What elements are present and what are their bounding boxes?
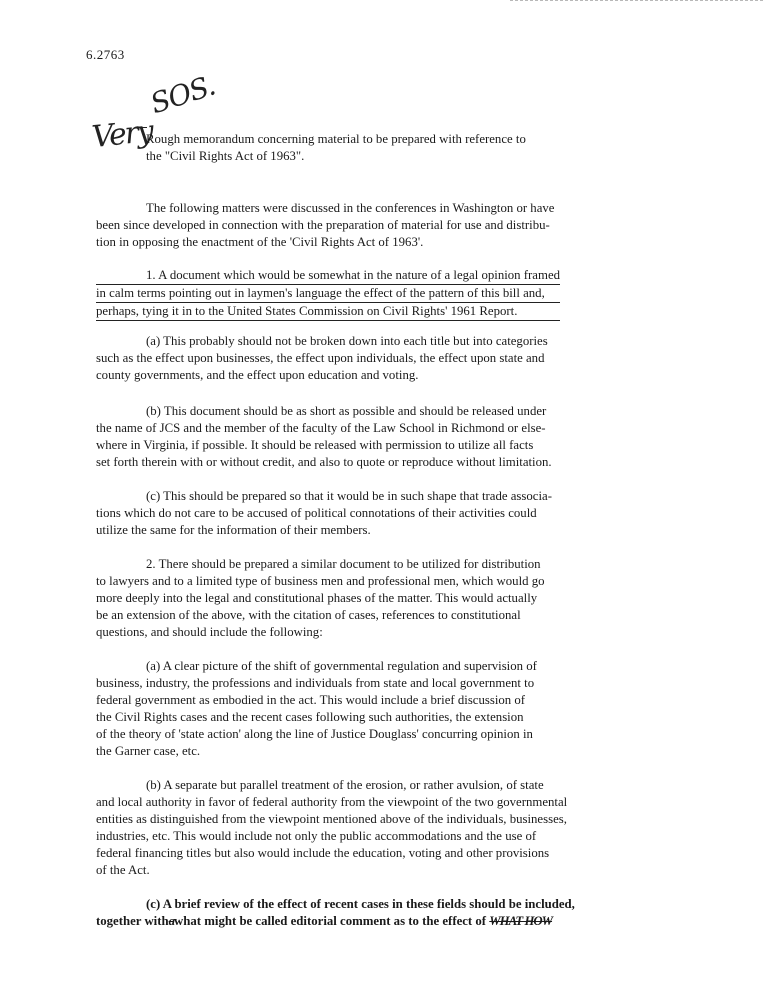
paragraph-line: the Garner case, etc. [96, 744, 201, 758]
paragraph-text: what might be called editorial comment as to the effect of [174, 914, 490, 928]
paragraph-line: the Civil Rights cases and the recent cases following such authorities, the extension [96, 710, 524, 724]
paragraph-line: (c) This should be prepared so that it would be in such shape that trade associa- [146, 489, 552, 503]
item-1c-paragraph [96, 488, 552, 539]
item-1-paragraph [96, 267, 560, 321]
struck-text: a [168, 914, 175, 928]
item-2b-paragraph [96, 777, 567, 879]
paragraph-line: tion in opposing the enactment of the 'Civil Rights Act of 1963'. [96, 235, 424, 249]
paragraph-text: together with [96, 914, 169, 928]
item-2a-paragraph [96, 658, 537, 760]
paragraph-line: county governments, and the effect upon education and voting. [96, 368, 419, 382]
item-1a-paragraph [96, 333, 548, 384]
paragraph-line: The following matters were discussed in the conferences in Washington or have [146, 201, 555, 215]
item-2-paragraph [96, 556, 545, 641]
paragraph-line: (a) A clear picture of the shift of governmental regulation and supervision of [146, 659, 537, 673]
handwritten-annotation-very: Very [90, 113, 154, 156]
paragraph-line: 2. There should be prepared a similar document to be utilized for distribution [146, 557, 541, 571]
paragraph-line: A brief review of the effect of recent cases in these fields should be included, [162, 897, 575, 911]
scan-edge-dashed-line [510, 0, 763, 1]
document-number: 6.2763 [86, 47, 125, 62]
struck-text: WHAT HOW [489, 914, 553, 928]
underlined-line: 1. A document which would be somewhat in the nature of a legal opinion framed [96, 267, 560, 285]
item-1b-paragraph [96, 403, 552, 471]
paragraph-line: more deeply into the legal and constitutional phases of the matter. This would actually [96, 591, 538, 605]
paragraph-line: of the Act. [96, 863, 150, 877]
paragraph-line: of the theory of 'state action' along the line of Justice Douglass' concurring opinion in [96, 727, 533, 741]
paragraph-line: (b) A separate but parallel treatment of the erosion, or rather avulsion, of state [146, 778, 544, 792]
paragraph-line: entities as distinguished from the viewpoint mentioned above of the individuals, businesses, [96, 812, 567, 826]
underlined-line: in calm terms pointing out in laymen's language the effect of the pattern of this bill and, [96, 285, 560, 303]
underlined-line: perhaps, tying it in to the United States Commission on Civil Rights' 1961 Report. [96, 303, 560, 321]
memo-title-line: Rough memorandum concerning material to be prepared with reference to [146, 132, 526, 146]
paragraph-line: utilize the same for the information of their members. [96, 523, 371, 537]
handwritten-dash [141, 127, 147, 128]
paragraph-line: (b) This document should be as short as possible and should be released under [146, 404, 547, 418]
paragraph-line: been since developed in connection with the preparation of material for use and distribu- [96, 218, 550, 232]
memo-title-line: the "Civil Rights Act of 1963". [146, 149, 305, 163]
paragraph-line: federal financing titles but also would include the education, voting and other provisions [96, 846, 550, 860]
paragraph-line: set forth therein with or without credit, and also to quote or reproduce without limitation. [96, 455, 552, 469]
item-2c-paragraph [96, 896, 575, 930]
paragraph-line: and local authority in favor of federal authority from the viewpoint of the two governmental [96, 795, 568, 809]
intro-paragraph [96, 200, 554, 251]
handwritten-annotation-sos: SOS. [146, 68, 219, 121]
paragraph-line: industries, etc. This would include not only the public accommodations and the use of [96, 829, 537, 843]
paragraph-line: federal government as embodied in the act. This would include a brief discussion of [96, 693, 526, 707]
paragraph-line: business, industry, the professions and individuals from state and local government to [96, 676, 535, 690]
paragraph-line: (a) This probably should not be broken down into each title but into categories [146, 334, 548, 348]
paragraph-line: questions, and should include the following: [96, 625, 323, 639]
paragraph-line: such as the effect upon businesses, the effect upon individuals, the effect upon state and [96, 351, 545, 365]
paragraph-line: be an extension of the above, with the citation of cases, references to constitutional [96, 608, 521, 622]
item-2c-marker: (c) [146, 897, 161, 911]
paragraph-line: the name of JCS and the member of the faculty of the Law School in Richmond or else- [96, 421, 546, 435]
paragraph-line: where in Virginia, if possible. It should be released with permission to utilize all facts [96, 438, 534, 452]
paragraph-line: tions which do not care to be accused of political connotations of their activities could [96, 506, 537, 520]
memo-title [146, 131, 526, 165]
paragraph-line: to lawyers and to a limited type of business men and professional men, which would go [96, 574, 545, 588]
